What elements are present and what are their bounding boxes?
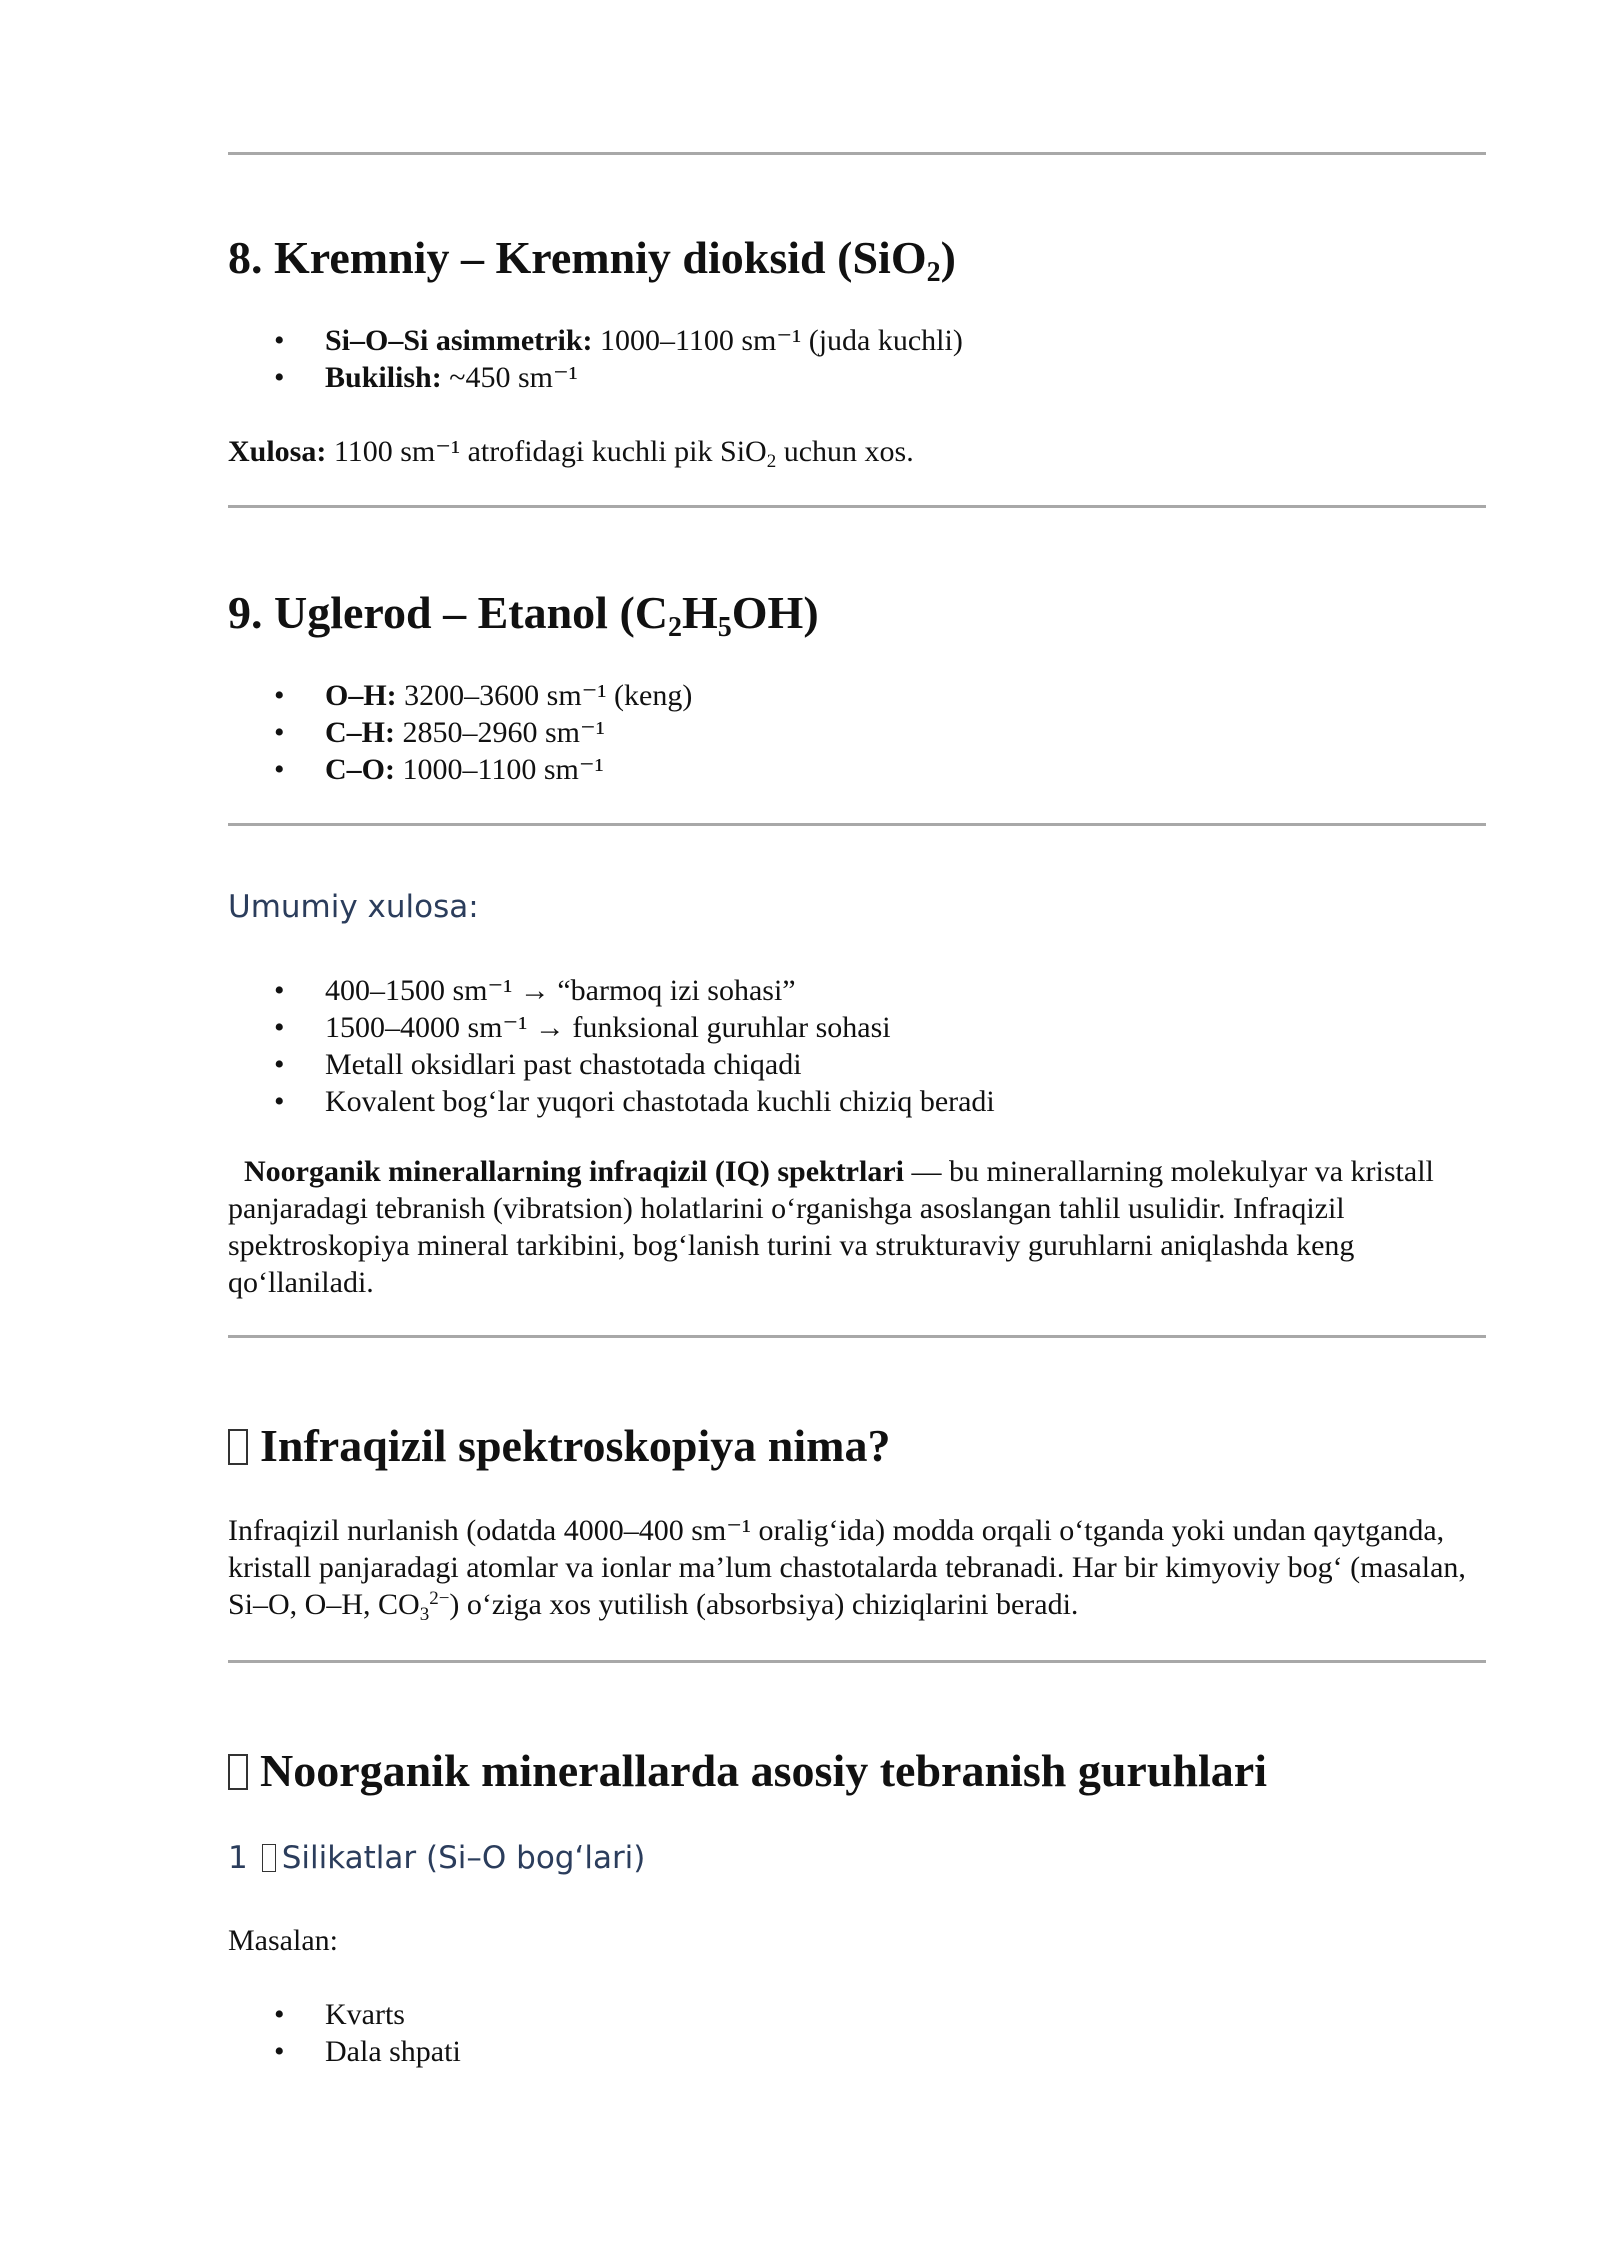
- list-item: • Bukilish: ~450 sm⁻¹: [228, 359, 963, 396]
- examples-list: [228, 1996, 461, 2070]
- horizontal-rule: [228, 505, 1486, 508]
- list-item: • C–O: 1000–1100 sm⁻¹: [228, 751, 692, 788]
- horizontal-rule: [228, 823, 1486, 826]
- section-8-list: [228, 322, 963, 396]
- section-9-list: [228, 677, 692, 788]
- groups-heading: Noorganik minerallarda asosiy tebranish guruhlari: [228, 1743, 1267, 1799]
- intro-paragraph: Noorganik minerallarning infraqizil (IQ) spektrlari — bu minerallarning molekulyar va kristall panjaradagi tebranish (vibratsion) holatlarini o‘rganishga asoslangan tahlil usulidir. Infraqizil spektroskopiya mineral tarkibini, bog‘lanish turini va strukturaviy guruhlarni aniqlashda keng qo‘llaniladi.: [228, 1155, 1434, 1299]
- keycap-glyph-icon: [262, 1844, 276, 1872]
- list-item: • 1500–4000 sm⁻¹ → funksional guruhlar sohasi: [228, 1009, 995, 1046]
- what-is-paragraph: Infraqizil nurlanish (odatda 4000–400 sm⁻¹ oralig‘ida) modda orqali o‘tganda yoki undan qaytganda, kristall panjaradagi atomlar va ionlar ma’lum chastotalarda tebranadi. Har bir kimyoviy bog‘ (masalan, Si–O, O–H, $CO_3^{2-}$) o‘ziga xos yutilish (absorbsiya) chiziqlarini beradi.: [228, 1514, 1466, 1625]
- list-item: • Dala shpati: [228, 2033, 461, 2070]
- summary-heading: Umumiy xulosa:: [228, 889, 479, 925]
- section-8-conclusion: Xulosa: 1100 sm⁻¹ atrofidagi kuchli pik SiO$_2$ uchun xos.: [228, 435, 914, 472]
- missing-glyph-icon: [228, 1429, 248, 1465]
- section-8-heading: 8. Kremniy – Kremniy dioksid (SiO$_2$): [228, 232, 956, 288]
- list-item: • 400–1500 sm⁻¹ → “barmoq izi sohasi”: [228, 972, 995, 1009]
- example-label: Masalan:: [228, 1924, 338, 1957]
- section-9-heading: 9. Uglerod – Etanol $(C_2H_5OH)$: [228, 587, 819, 643]
- horizontal-rule: [228, 1335, 1486, 1338]
- list-item: • O–H: 3200–3600 sm⁻¹ (keng): [228, 677, 692, 714]
- list-item: • Kovalent bog‘lar yuqori chastotada kuchli chiziq beradi: [228, 1083, 995, 1120]
- silicates-subheading: 1 Silikatlar (Si–O bog‘lari): [228, 1840, 646, 1876]
- list-item: • C–H: 2850–2960 sm⁻¹: [228, 714, 692, 751]
- list-item: • Si–O–Si asimmetrik: 1000–1100 sm⁻¹ (juda kuchli): [228, 322, 963, 359]
- missing-glyph-icon: [228, 1754, 248, 1790]
- horizontal-rule: [228, 1660, 1486, 1663]
- list-item: • Kvarts: [228, 1996, 461, 2033]
- summary-list: [228, 972, 995, 1120]
- what-is-heading: Infraqizil spektroskopiya nima?: [228, 1418, 890, 1474]
- horizontal-rule: [228, 152, 1486, 155]
- list-item: • Metall oksidlari past chastotada chiqadi: [228, 1046, 995, 1083]
